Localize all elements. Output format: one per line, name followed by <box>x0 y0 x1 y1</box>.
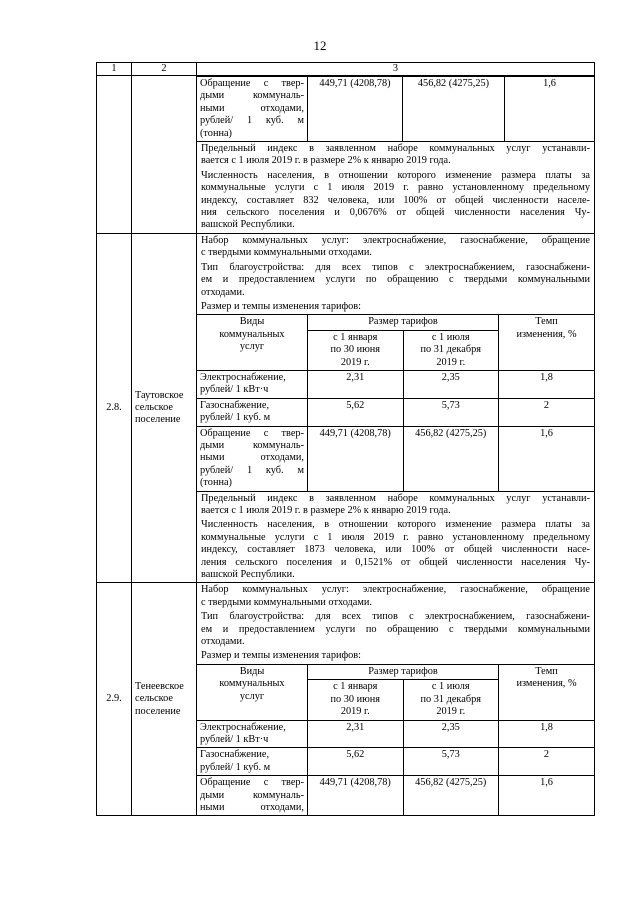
tariff-heading: Размер и темпы изменения тарифов: <box>201 650 362 662</box>
table-row-continuation <box>97 76 595 234</box>
rate-electricity: 1,8 <box>499 720 595 748</box>
table-row-2-8 <box>97 233 595 583</box>
tariff-h1-waste: 449,71 (4208,78) <box>308 426 404 491</box>
tariff-h1-waste: 449,71 (4208,78) <box>308 77 403 142</box>
rate-waste: 1,6 <box>505 77 595 142</box>
population-text: Численность населения, в отношении которого изменение размера платы за коммунальные услуги с 1 июля 2019 г. равно установленному предельному индексу, составляет 832 человека, или 100% от общей численности населе- ния сельского поселения и 0,0676% от общей численности населения Чу- вашской Республики. <box>201 169 590 231</box>
row-content <box>197 76 595 234</box>
services-set-text: Набор коммунальных услуг: электроснабжение, газоснабжение, обращение с твердыми коммунальными отходами. <box>201 234 590 259</box>
header-col-1: 1 <box>97 63 132 76</box>
row-number: 2.9. <box>97 583 132 816</box>
page-number: 12 <box>313 38 327 53</box>
tariff-h1-waste: 449,71 (4208,78) <box>308 776 404 816</box>
limit-index-text: Предельный индекс в заявленном наборе коммунальных услуг устанавли- вается с 1 июля 2019 г. в размере 2% к январю 2019 года. <box>201 143 590 167</box>
th-tariff-size: Размер тарифов <box>308 315 499 330</box>
table-header-row <box>97 63 595 76</box>
row-content <box>197 233 595 583</box>
th-change-rate: Темп изменения, % <box>499 664 595 720</box>
th-period-1: с 1 января по 30 июня 2019 г. <box>308 330 404 370</box>
tariff-table <box>96 62 595 816</box>
th-change-rate: Темп изменения, % <box>499 315 595 371</box>
tariff-subtable <box>197 76 594 142</box>
limit-index-text: Предельный индекс в заявленном наборе коммунальных услуг устанавли- вается с 1 июля 2019 г. в размере 2% к январю 2019 года. <box>201 492 590 516</box>
tariff-h1-electricity: 2,31 <box>308 720 404 748</box>
service-electricity: Электроснабжение, рублей/ 1 кВт·ч <box>197 720 308 748</box>
th-period-2: с 1 июля по 31 декабря 2019 г. <box>403 680 499 720</box>
th-period-1: с 1 января по 30 июня 2019 г. <box>308 680 404 720</box>
services-set-text: Набор коммунальных услуг: электроснабжение, газоснабжение, обращение с твердыми коммунальными отходами. <box>201 584 590 608</box>
service-waste: Обращение с твер- дыми коммуналь- ными отходами, рублей/ 1 куб. м (тонна) <box>197 426 308 491</box>
tariff-h2-electricity: 2,35 <box>403 720 499 748</box>
rate-electricity: 1,8 <box>499 370 595 398</box>
service-electricity: Электроснабжение, рублей/ 1 кВт·ч <box>197 370 308 398</box>
header-col-3: 3 <box>197 63 595 76</box>
tariff-subtable <box>197 314 594 491</box>
th-service-kinds: Виды коммунальных услуг <box>197 664 308 720</box>
tariff-h2-waste: 456,82 (4275,25) <box>403 426 499 491</box>
settlement-name: Таутовское сельское поселение <box>132 233 197 583</box>
tariff-h2-electricity: 2,35 <box>403 370 499 398</box>
population-text: Численность населения, в отношении которого изменение размера платы за коммунальные услуги с 1 июля 2019 г. равно установленному предельному индексу, составляет 1873 человека, или 100% от общей численности насе- ления сельского поселения и 0,1521% от общей численности населения Чу- вашской Республики. <box>201 519 590 581</box>
rate-gas: 2 <box>499 398 595 426</box>
th-period-2: с 1 июля по 31 декабря 2019 г. <box>403 330 499 370</box>
settlement-name: Тенеевское сельское поселение <box>132 583 197 816</box>
rate-waste: 1,6 <box>499 776 595 816</box>
tariff-h2-waste: 456,82 (4275,25) <box>403 77 505 142</box>
row-content <box>197 583 595 816</box>
row-number: 2.8. <box>97 233 132 583</box>
tariff-subtable <box>197 664 594 815</box>
improvement-type-text: Тип благоустройства: для всех типов с электроснабжением, газоснабжени- ем и предоставлением услуги по обращению с твердыми коммунальными отходами. <box>201 611 590 648</box>
tariff-h2-waste: 456,82 (4275,25) <box>403 776 499 816</box>
th-service-kinds: Виды коммунальных услуг <box>197 315 308 371</box>
header-col-2: 2 <box>132 63 197 76</box>
tariff-h1-electricity: 2,31 <box>308 370 404 398</box>
tariff-h1-gas: 5,62 <box>308 748 404 776</box>
tariff-heading: Размер и темпы изменения тарифов: <box>201 300 362 312</box>
rate-waste: 1,6 <box>499 426 595 491</box>
service-waste: Обращение с твер- дыми коммуналь- ными отходами, рублей/ 1 куб. м (тонна) <box>197 77 308 142</box>
service-waste: Обращение с твер- дыми коммуналь- ными отходами, <box>197 776 308 816</box>
service-gas: Газоснабжение, рублей/ 1 куб. м <box>197 748 308 776</box>
table-row-2-9 <box>97 583 595 816</box>
rate-gas: 2 <box>499 748 595 776</box>
th-tariff-size: Размер тарифов <box>308 664 499 679</box>
settlement-name-empty <box>132 76 197 234</box>
improvement-type-text: Тип благоустройства: для всех типов с электроснабжением, газоснабжени- ем и предоставлением услуги по обращению с твердыми коммунальными отходами. <box>201 261 590 298</box>
service-gas: Газоснабжение, рублей/ 1 куб. м <box>197 398 308 426</box>
tariff-h2-gas: 5,73 <box>403 398 499 426</box>
tariff-h2-gas: 5,73 <box>403 748 499 776</box>
row-number-empty <box>97 76 132 234</box>
tariff-h1-gas: 5,62 <box>308 398 404 426</box>
